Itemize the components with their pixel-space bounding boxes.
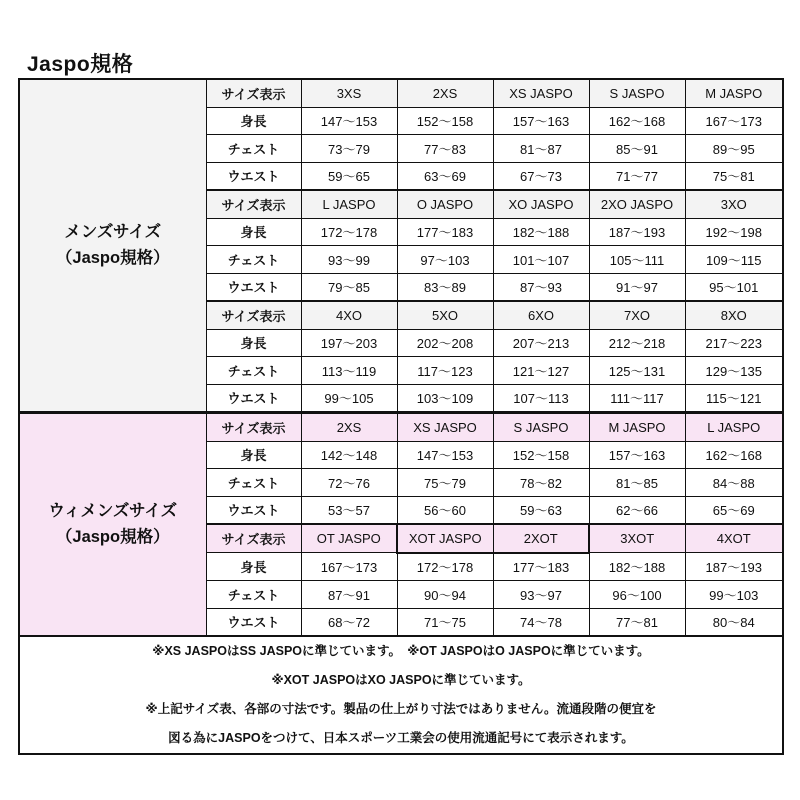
measure-value-cell: 162～168: [589, 107, 685, 135]
size-value-cell: XS JASPO: [397, 413, 493, 442]
measure-value-cell: 157～163: [493, 107, 589, 135]
row-header-cell: ウエスト: [206, 608, 301, 636]
measure-value-cell: 187～193: [589, 218, 685, 246]
section-label-line1: ウィメンズサイズ: [48, 501, 178, 520]
note-line: ※XOT JASPOはXO JASPOに準じています。: [271, 673, 531, 687]
measure-value-cell: 177～183: [397, 218, 493, 246]
size-value-cell: L JASPO: [685, 413, 783, 442]
size-value-cell: 3XS: [301, 79, 397, 107]
measure-value-cell: 162～168: [685, 441, 783, 469]
section-label-cell: [19, 413, 206, 637]
size-value-cell: 3XOT: [589, 524, 685, 553]
measure-value-cell: 172～178: [397, 553, 493, 581]
measure-value-cell: 81～87: [493, 135, 589, 163]
section-label-line2: （Jaspo規格）: [55, 248, 170, 267]
row-header-cell: ウエスト: [206, 162, 301, 190]
size-value-cell: 2XS: [301, 413, 397, 442]
size-table: [18, 78, 784, 755]
measure-value-cell: 75～81: [685, 162, 783, 190]
measure-value-cell: 152～158: [493, 441, 589, 469]
measure-value-cell: 167～173: [301, 553, 397, 581]
size-value-cell: 7XO: [589, 301, 685, 329]
note-line: 図る為にJASPOをつけて、日本スポーツ工業会の使用流通記号にて表示されます。: [168, 731, 634, 745]
measure-value-cell: 125～131: [589, 357, 685, 385]
measure-value-cell: 79～85: [301, 273, 397, 301]
measure-value-cell: 80～84: [685, 608, 783, 636]
measure-value-cell: 77～81: [589, 608, 685, 636]
size-value-cell: S JASPO: [493, 413, 589, 442]
measure-value-cell: 91～97: [589, 273, 685, 301]
measure-value-cell: 85～91: [589, 135, 685, 163]
measure-value-cell: 96～100: [589, 581, 685, 609]
page-title: Jaspo規格: [27, 53, 134, 76]
size-value-cell: 2XO JASPO: [589, 190, 685, 218]
row-header-cell: 身長: [206, 218, 301, 246]
row-header-cell: 身長: [206, 329, 301, 357]
measure-value-cell: 217～223: [685, 329, 783, 357]
row-header-cell: チェスト: [206, 469, 301, 497]
measure-value-cell: 157～163: [589, 441, 685, 469]
measure-value-cell: 107～113: [493, 384, 589, 413]
section-label-line2: （Jaspo規格）: [55, 527, 170, 546]
measure-value-cell: 53～57: [301, 496, 397, 524]
measure-value-cell: 83～89: [397, 273, 493, 301]
measure-value-cell: 192～198: [685, 218, 783, 246]
size-value-cell: M JASPO: [685, 79, 783, 107]
size-value-cell: L JASPO: [301, 190, 397, 218]
measure-value-cell: 182～188: [493, 218, 589, 246]
measure-value-cell: 142～148: [301, 441, 397, 469]
size-value-cell: 8XO: [685, 301, 783, 329]
measure-value-cell: 89～95: [685, 135, 783, 163]
measure-value-cell: 111～117: [589, 384, 685, 413]
measure-value-cell: 93～99: [301, 246, 397, 274]
row-header-cell: ウエスト: [206, 384, 301, 413]
measure-value-cell: 75～79: [397, 469, 493, 497]
size-value-cell: 4XO: [301, 301, 397, 329]
size-value-cell: XS JASPO: [493, 79, 589, 107]
measure-value-cell: 212～218: [589, 329, 685, 357]
size-value-cell: S JASPO: [589, 79, 685, 107]
measure-value-cell: 59～65: [301, 162, 397, 190]
measure-value-cell: 77～83: [397, 135, 493, 163]
table-row: [19, 413, 783, 442]
measure-value-cell: 67～73: [493, 162, 589, 190]
measure-value-cell: 109～115: [685, 246, 783, 274]
measure-value-cell: 182～188: [589, 553, 685, 581]
notes-cell: [19, 636, 783, 754]
measure-value-cell: 117～123: [397, 357, 493, 385]
table-row: [19, 79, 783, 107]
size-value-cell: 2XOT: [493, 524, 589, 553]
measure-value-cell: 56～60: [397, 496, 493, 524]
measure-value-cell: 74～78: [493, 608, 589, 636]
size-value-cell: 5XO: [397, 301, 493, 329]
row-header-cell: サイズ表示: [206, 79, 301, 107]
measure-value-cell: 63～69: [397, 162, 493, 190]
measure-value-cell: 172～178: [301, 218, 397, 246]
measure-value-cell: 87～91: [301, 581, 397, 609]
size-value-cell: 6XO: [493, 301, 589, 329]
measure-value-cell: 197～203: [301, 329, 397, 357]
size-value-cell: M JASPO: [589, 413, 685, 442]
size-value-cell: OT JASPO: [301, 524, 397, 553]
notes-row: [19, 636, 783, 754]
measure-value-cell: 65～69: [685, 496, 783, 524]
measure-value-cell: 99～103: [685, 581, 783, 609]
row-header-cell: チェスト: [206, 135, 301, 163]
measure-value-cell: 101～107: [493, 246, 589, 274]
note-line: ※上記サイズ表、各部の寸法です。製品の仕上がり寸法ではありません。流通段階の便宜を: [145, 702, 657, 716]
row-header-cell: 身長: [206, 553, 301, 581]
measure-value-cell: 167～173: [685, 107, 783, 135]
measure-value-cell: 84～88: [685, 469, 783, 497]
measure-value-cell: 62～66: [589, 496, 685, 524]
measure-value-cell: 99～105: [301, 384, 397, 413]
row-header-cell: チェスト: [206, 246, 301, 274]
row-header-cell: サイズ表示: [206, 190, 301, 218]
measure-value-cell: 68～72: [301, 608, 397, 636]
row-header-cell: 身長: [206, 441, 301, 469]
measure-value-cell: 93～97: [493, 581, 589, 609]
section-label-cell: [19, 79, 206, 413]
row-header-cell: サイズ表示: [206, 301, 301, 329]
measure-value-cell: 87～93: [493, 273, 589, 301]
row-header-cell: チェスト: [206, 581, 301, 609]
measure-value-cell: 202～208: [397, 329, 493, 357]
measure-value-cell: 95～101: [685, 273, 783, 301]
row-header-cell: サイズ表示: [206, 524, 301, 553]
measure-value-cell: 59～63: [493, 496, 589, 524]
measure-value-cell: 207～213: [493, 329, 589, 357]
section-label-line1: メンズサイズ: [64, 222, 162, 241]
measure-value-cell: 147～153: [397, 441, 493, 469]
measure-value-cell: 147～153: [301, 107, 397, 135]
row-header-cell: ウエスト: [206, 496, 301, 524]
measure-value-cell: 81～85: [589, 469, 685, 497]
measure-value-cell: 90～94: [397, 581, 493, 609]
measure-value-cell: 103～109: [397, 384, 493, 413]
measure-value-cell: 177～183: [493, 553, 589, 581]
measure-value-cell: 105～111: [589, 246, 685, 274]
measure-value-cell: 187～193: [685, 553, 783, 581]
row-header-cell: 身長: [206, 107, 301, 135]
measure-value-cell: 97～103: [397, 246, 493, 274]
size-value-cell: 3XO: [685, 190, 783, 218]
measure-value-cell: 78～82: [493, 469, 589, 497]
measure-value-cell: 121～127: [493, 357, 589, 385]
measure-value-cell: 115～121: [685, 384, 783, 413]
size-value-cell: 4XOT: [685, 524, 783, 553]
measure-value-cell: 73～79: [301, 135, 397, 163]
measure-value-cell: 71～75: [397, 608, 493, 636]
row-header-cell: チェスト: [206, 357, 301, 385]
measure-value-cell: 152～158: [397, 107, 493, 135]
measure-value-cell: 71～77: [589, 162, 685, 190]
note-line: ※XS JASPOはSS JASPOに準じています。 ※OT JASPOはO JASPOに準じています。: [152, 644, 650, 658]
size-value-cell: O JASPO: [397, 190, 493, 218]
size-value-cell: XO JASPO: [493, 190, 589, 218]
measure-value-cell: 72～76: [301, 469, 397, 497]
row-header-cell: ウエスト: [206, 273, 301, 301]
size-value-cell: XOT JASPO: [397, 524, 493, 553]
measure-value-cell: 113～119: [301, 357, 397, 385]
size-value-cell: 2XS: [397, 79, 493, 107]
measure-value-cell: 129～135: [685, 357, 783, 385]
row-header-cell: サイズ表示: [206, 413, 301, 442]
